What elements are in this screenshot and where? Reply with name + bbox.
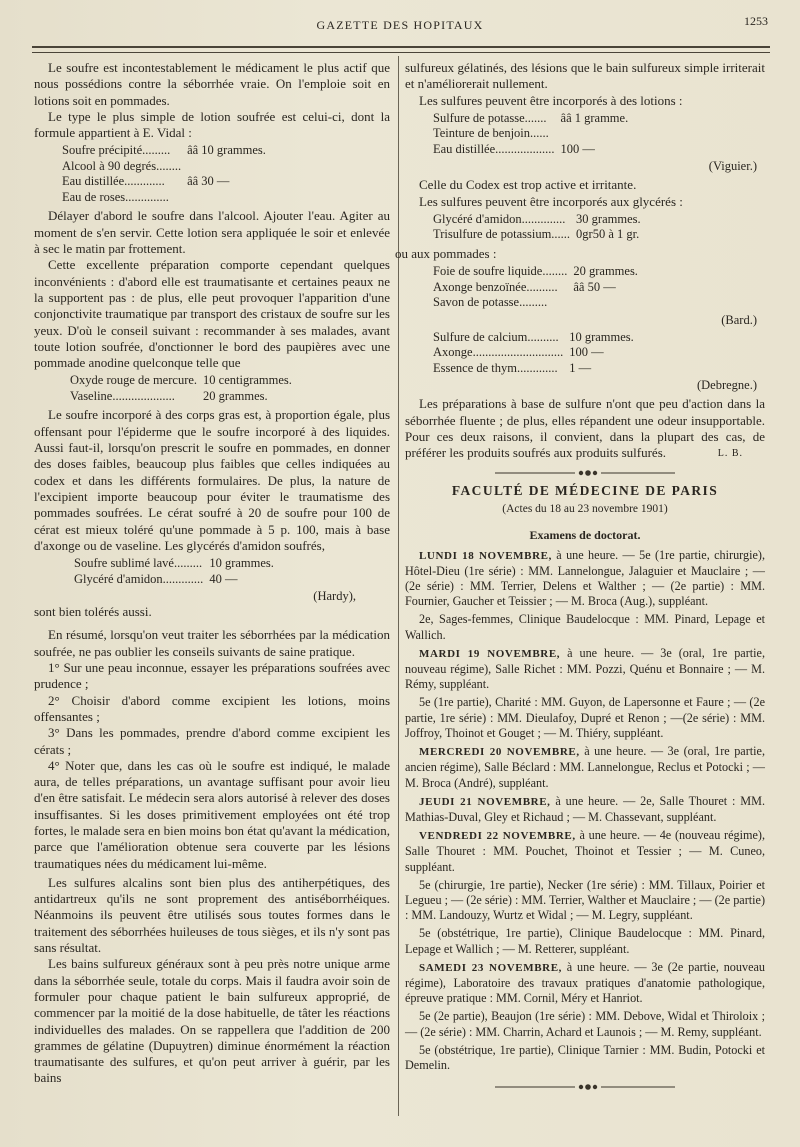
author-signature: L. B.: [717, 448, 743, 460]
formula-quantity: 1 —: [569, 360, 592, 375]
formula-ingredient: Soufre précipité.........: [62, 143, 171, 158]
formula: [433, 212, 765, 243]
formula: [433, 330, 765, 377]
exam-day: JEUDI 21 NOVEMBRE,: [419, 795, 551, 808]
formula-source: (Bard.): [721, 312, 757, 327]
formula-ingredient: Savon de potasse.........: [433, 295, 548, 310]
paragraph: Délayer d'abord le soufre dans l'alcool. Ajouter l'eau. Agiter au moment de s'en servir. Cette lotion sera appliquée le soir et enlevée à sec le matin par frottement.: [34, 208, 390, 257]
exam-text: 5e (1re partie), Charité : MM. Guyon, de Lapersonne et Faure ; — (2e partie, 1re série) : MM. Dieulafoy, Dupré et Renon ; —(2e série) : MM. Joffroy, Thoinot et Gouget ; — M. Thiéry, suppléant.: [405, 695, 765, 740]
formula-ingredient: Glycéré d'amidon.............: [74, 571, 204, 586]
paragraph: Le soufre incorporé à des corps gras est, à proportion égale, plus offensant pour l'épiderme que le soufre incorporé à des liquides. Aussi faut-il, lorsqu'on prescrit le soufre en pommades, en donner des doses faibles, beaucoup plus faibles que celles indiquées au codex et dans les différents formulaires. De plus, la nature de l'excipient importe beaucoup pour éviter le traumatisme des pommades soufrées. Le cérat soufré à 20 de soufre pour 100 de cérat est mieux toléré qu'une pommade à 5 p. 100, mais à base d'axonge ou de vaseline. Les glycérés d'amidon soufrés,: [34, 407, 390, 553]
formula: [74, 556, 390, 587]
formula: [433, 111, 765, 158]
formula-quantity: ââ 30 —: [187, 174, 230, 189]
paragraph: Le type le plus simple de lotion soufrée est celui-ci, dont la formule appartient à E. Vidal :: [34, 108, 390, 141]
paragraph: Celle du Codex est trop active et irritante.: [419, 177, 637, 193]
exam-entry: [405, 612, 765, 642]
formula-quantity: 10 grammes.: [569, 329, 634, 344]
header-rule: [32, 46, 770, 48]
paragraph: 1° Sur une peau inconnue, essayer les préparations soufrées avec prudence ;: [34, 660, 390, 692]
formula: [70, 373, 390, 404]
section-subtitle: (Actes du 18 au 23 novembre 1901): [502, 503, 668, 516]
formula-ingredient: Eau de roses..............: [62, 189, 169, 204]
paragraph: sont bien tolérés aussi.: [34, 604, 152, 620]
formula-ingredient: Eau distillée...................: [433, 141, 555, 156]
formula-quantity: 10 centigrammes.: [203, 373, 292, 388]
formula: [62, 143, 390, 205]
exam-entry: [405, 744, 765, 791]
exam-day: SAMEDI 23 NOVEMBRE,: [419, 961, 562, 974]
paragraph: sulfureux gélatinés, des lésions que le bain sulfureux simple irriterait et n'améliorerait nullement.: [405, 60, 765, 92]
paragraph: ou aux pommades :: [395, 245, 497, 261]
formula-ingredient: Essence de thym.............: [433, 360, 558, 375]
formula-quantity: ââ 1 gramme.: [560, 110, 629, 125]
formula-ingredient: Eau distillée.............: [62, 174, 165, 189]
exam-entry: [405, 794, 765, 825]
paragraph: Le soufre est incontestablement le médicament le plus actif que nous possédions contre la séborrhée vraie. On l'emploie soit en lotions soit en pommades.: [34, 60, 390, 108]
paragraph: 2° Choisir d'abord comme excipient les lotions, moins offensantes ;: [34, 692, 390, 724]
page-header-title: GAZETTE DES HOPITAUX: [316, 18, 484, 32]
left-column: [34, 60, 390, 1087]
exam-text: à une heure. — 2e, Salle Thouret : MM. Mathias-Duval, Gley et Richaud ; — M. Chassevant, suppléant.: [405, 793, 765, 824]
formula-quantity: [181, 190, 390, 206]
formula-quantity: [555, 126, 765, 142]
formula-quantity: 0gr50 à 1 gr.: [576, 227, 640, 242]
paragraph: 3° Dans les pommades, prendre d'abord comme excipient les cérats ;: [34, 725, 390, 757]
formula-ingredient: Soufre sublimé lavé.........: [74, 556, 203, 571]
formula-quantity: 100 —: [569, 345, 604, 360]
section-divider: [495, 1083, 675, 1091]
formula-quantity: 40 —: [209, 571, 238, 586]
formula-quantity: [567, 295, 765, 311]
header-rule-thin: [32, 52, 770, 53]
exam-entry: [405, 828, 765, 875]
formula-quantity: 20 grammes.: [573, 264, 638, 279]
exam-text: à une heure. — 3e (oral, 1re partie, ancien régime), Salle Béclard : MM. Lannelongue, Reclus et Potocki ; — M. Broca (André), suppléant.: [405, 744, 766, 790]
formula-ingredient: Sulfure de potasse.......: [433, 110, 547, 125]
exam-entry: [405, 646, 765, 693]
exam-text: à une heure. — 3e (oral, 1re partie, nouveau régime), Salle Richet : MM. Pozzi, Quénu et Bonnaire ; — M. Rémy, suppléant.: [405, 645, 766, 692]
column-separator: [398, 56, 399, 1116]
paragraph: Les sulfures peuvent être incorporés aux glycérés :: [419, 193, 683, 209]
formula-ingredient: Glycéré d'amidon..............: [433, 211, 566, 226]
formula-quantity: [181, 159, 390, 175]
formula-source: (Viguier.): [708, 159, 757, 174]
section-title: FACULTÉ DE MÉDECINE DE PARIS: [451, 482, 719, 498]
exam-day: MERCREDI 20 NOVEMBRE,: [419, 746, 580, 759]
formula-quantity: 20 grammes.: [203, 388, 268, 403]
formula-ingredient: Sulfure de calcium..........: [433, 329, 559, 344]
section-heading: Examens de doctorat.: [529, 528, 641, 543]
formula-ingredient: Axonge.............................: [433, 345, 564, 360]
exam-entry: [405, 1043, 765, 1073]
section-divider: [495, 469, 675, 477]
formula-ingredient: Foie de soufre liquide........: [433, 264, 568, 279]
formula-ingredient: Vaseline....................: [70, 388, 175, 403]
exam-day: VENDREDI 22 NOVEMBRE,: [419, 830, 576, 843]
formula-source: (Hardy),: [313, 589, 356, 604]
exam-day: LUNDI 18 NOVEMBRE,: [419, 549, 552, 562]
exam-entry: [405, 926, 765, 956]
page-number: 1253: [744, 14, 768, 28]
exam-day: MARDI 19 NOVEMBRE,: [419, 647, 561, 660]
formula-ingredient: Alcool à 90 degrés........: [62, 158, 182, 173]
paragraph: Les sulfures alcalins sont bien plus des antiherpétiques, des antidartreux qu'ils ne sont proprement des antiséborrhéiques. Néanmoins ils peuvent être utilisés sous toutes formes dans le traitement des séborrhées huileuses de tous sièges, et ils n'y sont pas sans résultat.: [34, 874, 390, 956]
exam-entry: [405, 548, 765, 610]
exam-entry: [405, 1009, 765, 1039]
formula-quantity: 10 grammes.: [209, 556, 274, 571]
exam-text: 5e (2e partie), Beaujon (1re série) : MM. Debove, Widal et Thiroloix ; — (2e série) : MM. Charrin, Achard et Launois ; — M. Remy, suppléant.: [405, 1009, 765, 1039]
exam-text: 5e (obstétrique, 1re partie), Clinique Tarnier : MM. Budin, Potocki et Demelin.: [405, 1042, 765, 1072]
paragraph: Cette excellente préparation comporte cependant quelques inconvénients : d'abord elle est traumatisante et certaines peaux ne la supportent pas : de plus, elle peut provoquer l'apparition d'une conjonctivite traumatique par transport des cristaux de soufre sur les yeux. D'où le conseil suivant : recommander à ses malades, avant toute lotion soufrée, d'onctionner le bord des paupières avec une pommade anodine quelconque telle que: [34, 257, 390, 371]
exam-entry: [405, 960, 765, 1007]
exam-entry: [405, 695, 765, 741]
formula-quantity: 30 grammes.: [576, 211, 641, 226]
exam-text: à une heure. — 4e (nouveau régime), Salle Thouret : MM. Pouchet, Thoinot et Tessier ; — M. Cuneo, suppléant.: [405, 828, 765, 874]
exam-entry: [405, 878, 765, 924]
exam-text: 2e, Sages-femmes, Clinique Baudelocque : MM. Pinard, Lepage et Wallich.: [405, 612, 765, 642]
formula-quantity: ââ 10 grammes.: [187, 143, 266, 158]
formula-ingredient: Trisulfure de potassium......: [433, 227, 571, 242]
paragraph: En résumé, lorsqu'on veut traiter les séborrhées par la médication soufrée, ne pas oublier les conseils suivants de saine pratique.: [34, 627, 390, 659]
formula-ingredient: Teinture de benjoin......: [433, 126, 549, 141]
paragraph: Les préparations à base de sulfure n'ont que peu d'action dans la séborrhée fluente ; de plus, elles répandent une odeur insupportable. Pour ces deux raisons, il convient, dans la plupart des cas, de préférer les produits soufrés aux produits sulfurés.: [405, 396, 765, 461]
formula-source: (Debregne.): [696, 378, 757, 393]
formula: [433, 264, 765, 311]
formula-ingredient: Axonge benzoïnée..........: [433, 279, 558, 294]
exam-list: [405, 548, 765, 1074]
formula-ingredient: Oxyde rouge de mercure.: [70, 373, 198, 388]
formula-quantity: 100 —: [560, 141, 595, 156]
exam-text: 5e (obstétrique, 1re partie), Clinique Baudelocque : MM. Pinard, Lepage et Wallich ; — M. Retterer, suppléant.: [405, 926, 765, 956]
exam-text: 5e (chirurgie, 1re partie), Necker (1re série) : MM. Tillaux, Poirier et Legueu ; — (2e série) : MM. Terrier, Walther et Mauclaire ; — (2e partie) : MM. Landouzy, Wurtz et Widal ; — M. Legry, suppléant.: [405, 877, 765, 923]
paragraph: Les sulfures peuvent être incorporés à des lotions :: [419, 92, 683, 108]
paragraph: Les bains sulfureux généraux sont à peu près notre unique arme dans la séborrhée seule, totale du corps. Mais il faudra avoir soin de formuler pour chaque patient le bain sulfureux approprié, de commencer par la moitié de la dose habituelle, de tâter les réactions individuelles des malades. On se rappellera que l'addition de 200 grammes de gélatine (Dupuytren) diminue énormément la réaction traumatisante des sulfures, et qu'on peut arriver à guérir, par les bains: [34, 956, 390, 1086]
paragraph: 4° Noter que, dans les cas où le soufre est indiqué, le malade aura, de telles préparations, un avantage suffisant pour avoir lieu d'en être satisfait. Le médecin sera alors autorisé à relever des doses insuffisantes. Si les doses primitivement employées ont été trop fortes, le malade sera en bien moins bon état qu'avant la médication, parce que l'amélioration obtenue sera couverte par les lésions traumatiques nées du médicament lui-même.: [34, 757, 390, 871]
right-column: [395, 60, 766, 1097]
exam-text: à une heure. — 3e (2e partie, nouveau régime), Laboratoire des travaux pratiques d'anatomie pathologique, épreuve pratique : MM. Cornil, Méry et Hanriot.: [405, 959, 765, 1006]
exam-text: à une heure. — 5e (1re partie, chirurgie), Hôtel-Dieu (1re série) : MM. Lannelongue, Jalaguier et Mauclaire ; — (2e série) : MM. Terrier, Delens et Walther ; — (2e partie) : MM. Fournier, Gaucher et Teissier ; — M. Broca (Aug.), suppléant.: [405, 547, 766, 609]
formula-quantity: ââ 50 —: [573, 279, 616, 294]
